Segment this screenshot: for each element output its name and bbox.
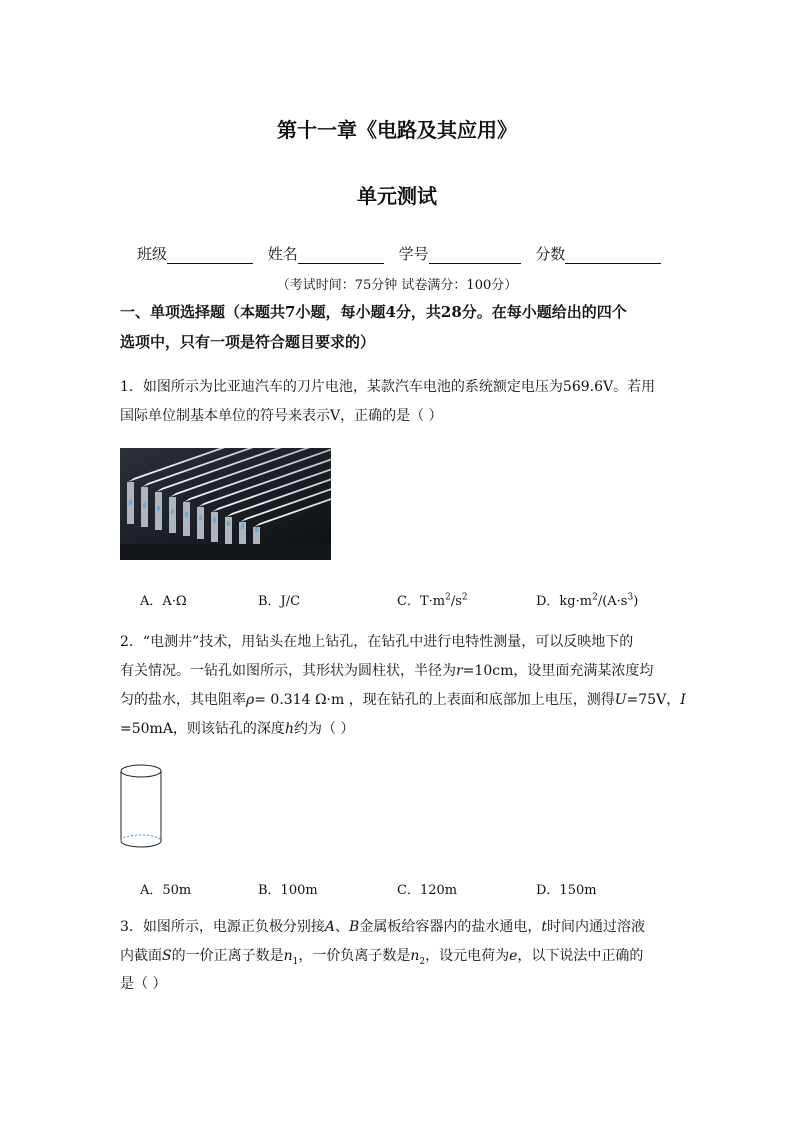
- q2-line-3: [120, 691, 686, 709]
- q2-option-a[interactable]: A．50m: [140, 883, 192, 898]
- q2-var-h: h: [284, 721, 294, 737]
- battery-cell-edge: [183, 502, 190, 536]
- q1-option-d-text: D．kg·m: [536, 594, 593, 609]
- q3-var-n1: n: [283, 948, 293, 964]
- q2-line-2-b: =10cm，设里面充满某浓度均: [462, 663, 654, 679]
- blade-battery-photo: [120, 448, 331, 560]
- battery-cell-tab: [129, 500, 132, 505]
- q3-var-a: A: [324, 919, 336, 935]
- q1-option-c-sup1: 2: [445, 592, 451, 603]
- battery-cell-edge: [197, 507, 204, 539]
- battery-cell-edge: [211, 512, 218, 542]
- q1-line-1: 1．如图所示为比亚迪汽车的刀片电池，某款汽车电池的系统额定电压为569.6V。若用: [120, 379, 656, 395]
- q3-line-1-a: 3．如图所示，电源正负极分别接: [120, 919, 325, 935]
- class-blank[interactable]: [167, 247, 253, 264]
- q2-option-d[interactable]: D．150m: [536, 883, 597, 898]
- q3-line-2-c: ，一价负离子数是: [298, 948, 411, 964]
- q2-line-2: [120, 662, 653, 680]
- q3-var-n1-sub: 1: [292, 956, 299, 967]
- q1-option-b[interactable]: B．J/C: [258, 594, 301, 609]
- q1-option-c-mid: /s: [450, 594, 462, 609]
- q1-option-a[interactable]: A．A·Ω: [140, 594, 187, 609]
- q3-var-t: t: [541, 919, 547, 935]
- name-label: 姓名: [267, 245, 298, 263]
- q3-var-e: e: [509, 948, 518, 964]
- q3-line-2-a: 内截面: [120, 948, 162, 964]
- q1-option-d-sup2: 3: [627, 592, 634, 603]
- score-label: 分数: [535, 245, 566, 263]
- name-blank[interactable]: [298, 247, 384, 264]
- battery-cell-tab: [185, 512, 188, 517]
- q3-sep: 、: [335, 919, 350, 935]
- q2-var-rho: ρ: [246, 692, 255, 708]
- q2-line-3-b: = 0.314 Ω·m ，现在钻孔的上表面和底部加上电压，测得: [254, 692, 615, 708]
- q2-var-u: U: [614, 692, 627, 708]
- student-id-blank[interactable]: [429, 247, 521, 264]
- q3-var-n2: n: [410, 948, 420, 964]
- q3-var-s: S: [162, 948, 172, 964]
- battery-cell-tab: [227, 521, 230, 526]
- q3-line-2: [120, 947, 643, 971]
- borehole-cylinder-diagram: [118, 760, 166, 854]
- student-id-label: 学号: [398, 245, 429, 263]
- q1-option-c-sup2: 2: [461, 592, 468, 603]
- cylinder-figure: [118, 760, 166, 854]
- q1-line-2: 国际单位制基本单位的符号来表示V，正确的是（ ）: [120, 408, 443, 424]
- q3-line-1-b: 金属板给容器内的盐水通电，: [359, 919, 542, 935]
- page-subtitle: 单元测试: [357, 184, 437, 208]
- q1-option-d-sup1: 2: [592, 592, 598, 603]
- q1-option-d-mid: /(A·s: [597, 594, 628, 609]
- q1-option-c[interactable]: [397, 590, 468, 609]
- battery-cell-tab: [143, 503, 146, 508]
- q3-line-2-f: ，以下说法中正确的: [517, 948, 644, 964]
- score-blank[interactable]: [565, 247, 661, 264]
- page-title: 第十一章《电路及其应用》: [277, 118, 517, 142]
- q2-line-3-c: =75V，: [626, 692, 681, 708]
- q2-var-r: r: [456, 663, 463, 679]
- battery-cell-tab: [213, 518, 216, 523]
- q2-option-b[interactable]: B．100m: [258, 883, 318, 898]
- q2-var-i: I: [680, 692, 686, 708]
- q2-line-4-a: =50mA，则该钻孔的深度: [120, 721, 285, 737]
- q2-line-4-b: 约为（ ）: [293, 721, 355, 737]
- q1-option-c-text: C．T·m: [397, 594, 446, 609]
- q2-line-4: [120, 720, 354, 738]
- q2-line-2-a: 有关情况。一钻孔如图所示，其形状为圆柱状，半径为: [120, 663, 456, 679]
- battery-cell-tab: [255, 527, 258, 532]
- battery-cell-tab: [171, 509, 174, 514]
- q1-option-d-suffix: ): [633, 594, 639, 609]
- section-heading-line-2: 选项中，只有一项是符合题目要求的）: [120, 333, 376, 351]
- q3-var-n2-sub: 2: [419, 956, 426, 967]
- q3-line-3: 是（ ）: [120, 976, 167, 992]
- battery-cell-tab: [199, 515, 202, 520]
- q3-line-1: [120, 918, 645, 936]
- battery-cell-edge: [169, 497, 176, 533]
- q2-line-3-a: 匀的盐水，其电阻率: [120, 692, 246, 708]
- q3-line-2-d: ，设元电荷为: [425, 948, 510, 964]
- q3-line-2-b: 的一价正离子数是: [171, 948, 284, 964]
- student-info-row: [137, 243, 671, 264]
- class-label: 班级: [137, 245, 168, 263]
- blade-battery-image: [120, 448, 331, 560]
- exam-time-note: （考试时间：75分钟 试卷满分：100分）: [276, 278, 518, 293]
- q1-option-d[interactable]: [536, 590, 638, 609]
- q2-line-1: 2．“电测井”技术，用钻头在地上钻孔，在钻孔中进行电特性测量，可以反映地下的: [120, 634, 634, 650]
- battery-cell-tab: [157, 506, 160, 511]
- q3-line-1-c: 时间内通过溶液: [546, 919, 645, 935]
- section-heading-line-1: 一、单项选择题（本题共7小题，每小题4分，共28分。在每小题给出的四个: [120, 303, 627, 321]
- q2-option-c[interactable]: C．120m: [397, 883, 458, 898]
- battery-cell-tab: [241, 524, 244, 529]
- q3-var-b: B: [349, 919, 360, 935]
